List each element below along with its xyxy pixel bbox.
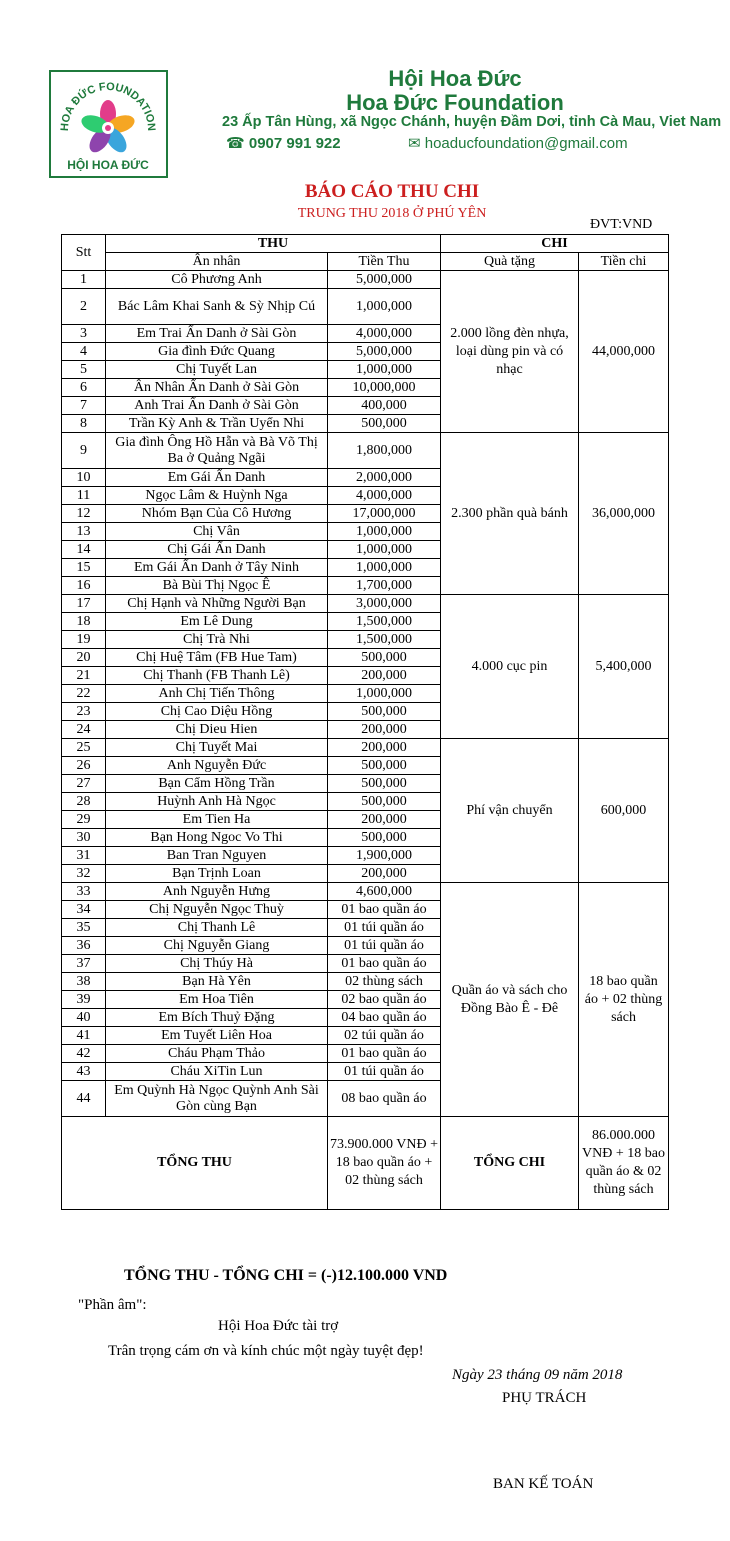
row-stt: 43	[62, 1063, 106, 1081]
org-name-vn: Hội Hoa Đức	[388, 66, 522, 91]
row-stt: 18	[62, 613, 106, 631]
row-stt: 6	[62, 379, 106, 397]
row-income: 200,000	[328, 721, 441, 739]
row-donor: Bạn Trịnh Loan	[106, 865, 328, 883]
row-income: 1,500,000	[328, 613, 441, 631]
col-income-header: Tiền Thu	[328, 253, 441, 271]
row-income: 02 túi quần áo	[328, 1027, 441, 1045]
row-donor: Cháu Phạm Thảo	[106, 1045, 328, 1063]
row-income: 01 túi quần áo	[328, 1063, 441, 1081]
row-donor: Bạn Hà Yên	[106, 973, 328, 991]
row-stt: 23	[62, 703, 106, 721]
expense-amount: 5,400,000	[579, 595, 669, 739]
flower-icon	[79, 100, 137, 156]
row-donor: Chị Tuyết Lan	[106, 361, 328, 379]
expense-gift: 2.300 phần quà bánh	[441, 433, 579, 595]
row-donor: Chị Nguyễn Giang	[106, 937, 328, 955]
row-income: 01 bao quần áo	[328, 1045, 441, 1063]
phone-icon: ☎	[226, 135, 245, 152]
row-income: 200,000	[328, 739, 441, 757]
org-address: 23 Ấp Tân Hùng, xã Ngọc Chánh, huyện Đầm Dơi, tỉnh Cà Mau, Viet Nam	[222, 114, 722, 130]
row-income: 17,000,000	[328, 505, 441, 523]
row-donor: Chị Thanh (FB Thanh Lê)	[106, 667, 328, 685]
row-donor: Bạn Hong Ngoc Vo Thi	[106, 829, 328, 847]
row-income: 01 túi quần áo	[328, 919, 441, 937]
row-stt: 14	[62, 541, 106, 559]
table-row	[62, 739, 669, 757]
row-stt: 17	[62, 595, 106, 613]
row-stt: 41	[62, 1027, 106, 1045]
row-donor: Gia đình Ông Hồ Hẵn và Bà Võ Thị Ba ở Quảng Ngãi	[106, 433, 328, 469]
balance-line: TỔNG THU - TỔNG CHI = (-)12.100.000 VND	[124, 1267, 448, 1284]
row-income: 500,000	[328, 415, 441, 433]
thu-header: THU	[106, 235, 441, 253]
row-donor: Gia đình Đức Quang	[106, 343, 328, 361]
currency-unit: ĐVT:VND	[590, 217, 653, 232]
income-expense-table	[61, 234, 669, 1210]
row-stt: 31	[62, 847, 106, 865]
row-income: 02 bao quần áo	[328, 991, 441, 1009]
row-stt: 22	[62, 685, 106, 703]
row-income: 1,000,000	[328, 541, 441, 559]
row-donor: Em Bích Thuỷ Đặng	[106, 1009, 328, 1027]
row-stt: 28	[62, 793, 106, 811]
table-row	[62, 883, 669, 901]
row-donor: Em Quỳnh Hà Ngọc Quỳnh Anh Sài Gòn cùng Bạn	[106, 1081, 328, 1117]
total-income-label: TỔNG THU	[62, 1117, 328, 1210]
phone-number: 0907 991 922	[248, 135, 341, 152]
row-income: 5,000,000	[328, 343, 441, 361]
row-stt: 35	[62, 919, 106, 937]
row-donor: Chị Tuyết Mai	[106, 739, 328, 757]
row-stt: 27	[62, 775, 106, 793]
email-contact	[408, 134, 628, 152]
row-income: 1,000,000	[328, 523, 441, 541]
row-stt: 16	[62, 577, 106, 595]
row-stt: 21	[62, 667, 106, 685]
row-donor: Chị Thanh Lê	[106, 919, 328, 937]
row-stt: 42	[62, 1045, 106, 1063]
row-donor: Anh Nguyễn Đức	[106, 757, 328, 775]
row-income: 2,000,000	[328, 469, 441, 487]
row-income: 1,000,000	[328, 289, 441, 325]
shortfall-sponsor: Hội Hoa Đức tài trợ	[218, 1318, 339, 1334]
row-stt: 24	[62, 721, 106, 739]
row-stt: 15	[62, 559, 106, 577]
thanks-text: Trân trọng cám ơn và kính chúc một ngày tuyệt đẹp!	[108, 1343, 424, 1359]
table-row	[62, 433, 669, 469]
row-stt: 4	[62, 343, 106, 361]
row-stt: 5	[62, 361, 106, 379]
row-income: 1,000,000	[328, 361, 441, 379]
row-donor: Em Hoa Tiên	[106, 991, 328, 1009]
row-donor: Ân Nhân Ẩn Danh ở Sài Gòn	[106, 379, 328, 397]
table-row	[62, 271, 669, 289]
row-stt: 32	[62, 865, 106, 883]
expense-gift: 2.000 lồng đèn nhựa, loại dùng pin và có nhạc	[441, 271, 579, 433]
row-donor: Chị Thúy Hà	[106, 955, 328, 973]
row-income: 4,000,000	[328, 487, 441, 505]
col-gift-header: Quà tặng	[441, 253, 579, 271]
row-donor: Chị Huệ Tâm (FB Hue Tam)	[106, 649, 328, 667]
row-donor: Chị Gái Ẩn Danh	[106, 541, 328, 559]
row-income: 1,800,000	[328, 433, 441, 469]
row-donor: Em Gái Ẩn Danh ở Tây Ninh	[106, 559, 328, 577]
accounting-label: BAN KẾ TOÁN	[493, 1476, 594, 1492]
row-donor: Chị Vân	[106, 523, 328, 541]
row-stt: 11	[62, 487, 106, 505]
table-group-header	[62, 235, 669, 253]
row-donor: Chị Cao Diệu Hồng	[106, 703, 328, 721]
row-stt: 40	[62, 1009, 106, 1027]
row-income: 500,000	[328, 649, 441, 667]
row-income: 1,000,000	[328, 559, 441, 577]
row-donor: Chị Dieu Hien	[106, 721, 328, 739]
row-stt: 37	[62, 955, 106, 973]
envelope-icon: ✉	[408, 135, 421, 152]
total-expense-value: 86.000.000 VNĐ + 18 bao quần áo & 02 thùng sách	[579, 1117, 669, 1210]
row-income: 500,000	[328, 793, 441, 811]
phone-contact	[226, 134, 341, 152]
row-stt: 29	[62, 811, 106, 829]
row-stt: 3	[62, 325, 106, 343]
row-donor: Chị Trà Nhi	[106, 631, 328, 649]
row-income: 500,000	[328, 829, 441, 847]
row-donor: Anh Nguyễn Hưng	[106, 883, 328, 901]
row-stt: 12	[62, 505, 106, 523]
row-donor: Ngọc Lâm & Huỳnh Nga	[106, 487, 328, 505]
row-income: 3,000,000	[328, 595, 441, 613]
row-stt: 13	[62, 523, 106, 541]
chi-header: CHI	[441, 235, 669, 253]
stt-header: Stt	[62, 235, 106, 271]
row-income: 02 thùng sách	[328, 973, 441, 991]
row-income: 200,000	[328, 865, 441, 883]
row-stt: 36	[62, 937, 106, 955]
logo-arc-text: HOA ĐỨC FOUNDATION	[58, 80, 158, 132]
total-expense-label: TỔNG CHI	[441, 1117, 579, 1210]
row-donor: Em Trai Ẩn Danh ở Sài Gòn	[106, 325, 328, 343]
row-donor: Trần Kỳ Anh & Trần Uyển Nhi	[106, 415, 328, 433]
row-donor: Nhóm Bạn Của Cô Hương	[106, 505, 328, 523]
expense-gift: 4.000 cục pin	[441, 595, 579, 739]
row-income: 500,000	[328, 757, 441, 775]
row-income: 500,000	[328, 703, 441, 721]
row-stt: 44	[62, 1081, 106, 1117]
row-stt: 2	[62, 289, 106, 325]
row-income: 1,000,000	[328, 685, 441, 703]
total-income-value: 73.900.000 VNĐ + 18 bao quần áo + 02 thùng sách	[328, 1117, 441, 1210]
row-income: 01 bao quần áo	[328, 955, 441, 973]
row-stt: 7	[62, 397, 106, 415]
row-donor: Anh Chị Tiến Thông	[106, 685, 328, 703]
row-income: 01 túi quần áo	[328, 937, 441, 955]
row-stt: 26	[62, 757, 106, 775]
row-stt: 10	[62, 469, 106, 487]
email-address: hoaducfoundation@gmail.com	[424, 135, 628, 152]
expense-amount: 44,000,000	[579, 271, 669, 433]
row-donor: Bạn Cẩm Hồng Trần	[106, 775, 328, 793]
row-income: 5,000,000	[328, 271, 441, 289]
logo-bottom-text: HỘI HOA ĐỨC	[67, 158, 149, 172]
org-name-en: Hoa Đức Foundation	[346, 90, 564, 115]
row-stt: 25	[62, 739, 106, 757]
row-income: 1,700,000	[328, 577, 441, 595]
row-stt: 1	[62, 271, 106, 289]
expense-amount: 36,000,000	[579, 433, 669, 595]
col-expense-header: Tiền chi	[579, 253, 669, 271]
col-donor-header: Ân nhân	[106, 253, 328, 271]
row-stt: 20	[62, 649, 106, 667]
row-donor: Ban Tran Nguyen	[106, 847, 328, 865]
foundation-logo	[49, 70, 168, 178]
table-row	[62, 595, 669, 613]
row-income: 01 bao quần áo	[328, 901, 441, 919]
row-income: 200,000	[328, 667, 441, 685]
row-income: 10,000,000	[328, 379, 441, 397]
report-subtitle: TRUNG THU 2018 Ở PHÚ YÊN	[297, 206, 487, 221]
row-income: 200,000	[328, 811, 441, 829]
row-stt: 33	[62, 883, 106, 901]
row-income: 1,500,000	[328, 631, 441, 649]
row-donor: Anh Trai Ẩn Danh ở Sài Gòn	[106, 397, 328, 415]
report-title: BÁO CÁO THU CHI	[304, 181, 480, 202]
row-income: 4,600,000	[328, 883, 441, 901]
row-donor: Huỳnh Anh Hà Ngọc	[106, 793, 328, 811]
row-stt: 34	[62, 901, 106, 919]
row-income: 1,900,000	[328, 847, 441, 865]
expense-amount: 600,000	[579, 739, 669, 883]
row-income: 500,000	[328, 775, 441, 793]
row-stt: 9	[62, 433, 106, 469]
row-donor: Chị Nguyễn Ngọc Thuỳ	[106, 901, 328, 919]
row-income: 4,000,000	[328, 325, 441, 343]
expense-gift: Quần áo và sách cho Đồng Bào Ê - Đê	[441, 883, 579, 1117]
expense-amount: 18 bao quần áo + 02 thùng sách	[579, 883, 669, 1117]
totals-row	[62, 1117, 669, 1210]
shortfall-label: "Phần âm":	[78, 1297, 147, 1313]
row-stt: 8	[62, 415, 106, 433]
expense-gift: Phí vận chuyển	[441, 739, 579, 883]
row-donor: Bà Bùi Thị Ngọc Ê	[106, 577, 328, 595]
row-stt: 39	[62, 991, 106, 1009]
report-date: Ngày 23 tháng 09 năm 2018	[452, 1367, 623, 1383]
table-column-header	[62, 253, 669, 271]
row-donor: Em Gái Ẩn Danh	[106, 469, 328, 487]
in-charge-label: PHỤ TRÁCH	[502, 1390, 587, 1406]
row-stt: 30	[62, 829, 106, 847]
row-stt: 19	[62, 631, 106, 649]
row-income: 08 bao quần áo	[328, 1081, 441, 1117]
row-donor: Cháu XiTin Lun	[106, 1063, 328, 1081]
row-donor: Em Tien Ha	[106, 811, 328, 829]
row-stt: 38	[62, 973, 106, 991]
row-donor: Em Lê Dung	[106, 613, 328, 631]
row-donor: Em Tuyết Liên Hoa	[106, 1027, 328, 1045]
row-donor: Bác Lâm Khai Sanh & Sỳ Nhịp Cú	[106, 289, 328, 325]
row-donor: Cô Phương Anh	[106, 271, 328, 289]
row-income: 400,000	[328, 397, 441, 415]
row-income: 04 bao quần áo	[328, 1009, 441, 1027]
row-donor: Chị Hạnh và Những Người Bạn	[106, 595, 328, 613]
